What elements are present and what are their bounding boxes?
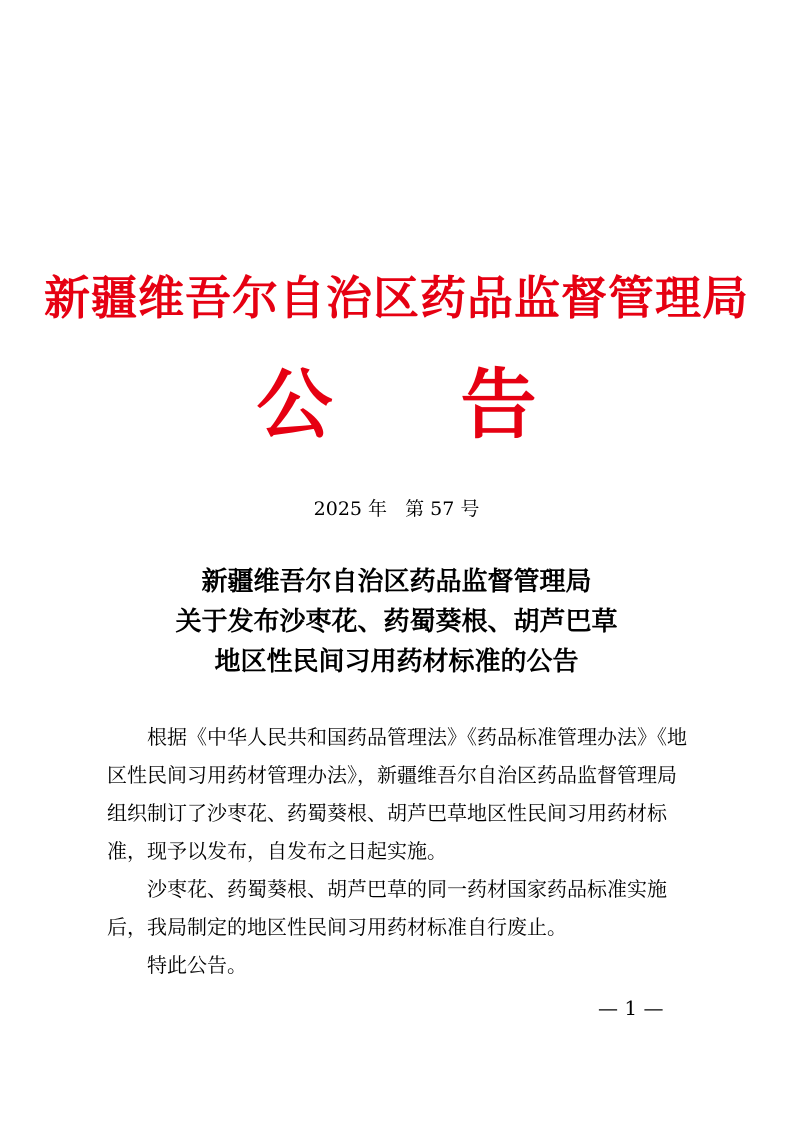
document-number bbox=[0, 495, 793, 523]
doc-type-char-2: 告 bbox=[460, 360, 537, 449]
title-line-1: 新疆维吾尔自治区药品监督管理局 bbox=[201, 567, 592, 597]
paragraph-1-line-4: 准，现予以发布，自发布之日起实施。 bbox=[107, 839, 447, 863]
agency-header: 新疆维吾尔自治区药品监督管理局 bbox=[44, 271, 749, 325]
paragraph-3-line-1: 特此公告。 bbox=[147, 953, 247, 977]
announcement-body bbox=[107, 718, 691, 984]
title-line-3: 地区性民间习用药材标准的公告 bbox=[214, 647, 579, 677]
paragraph-2-line-1: 沙枣花、药蜀葵根、胡芦巴草的同一药材国家药品标准实施 bbox=[147, 877, 667, 901]
paragraph-1-line-3: 组织制订了沙枣花、药蜀葵根、胡芦巴草地区性民间习用药材标 bbox=[107, 801, 667, 825]
paragraph-2-line-2: 后，我局制定的地区性民间习用药材标准自行废止。 bbox=[107, 915, 567, 939]
doc-year: 2025 年 bbox=[313, 498, 388, 520]
title-line-2: 关于发布沙枣花、药蜀葵根、胡芦巴草 bbox=[175, 607, 618, 637]
paragraph-1-line-2: 区性民间习用药材管理办法》，新疆维吾尔自治区药品监督管理局 bbox=[107, 763, 677, 787]
page-number: — 1 — bbox=[598, 996, 664, 1020]
paragraph-1-line-1: 根据《中华人民共和国药品管理法》《药品标准管理办法》《地 bbox=[147, 725, 687, 749]
doc-issue-number: 第 57 号 bbox=[405, 498, 480, 520]
doc-type-char-1: 公 bbox=[256, 360, 333, 449]
announcement-title bbox=[0, 562, 793, 682]
document-type-heading bbox=[0, 360, 793, 450]
